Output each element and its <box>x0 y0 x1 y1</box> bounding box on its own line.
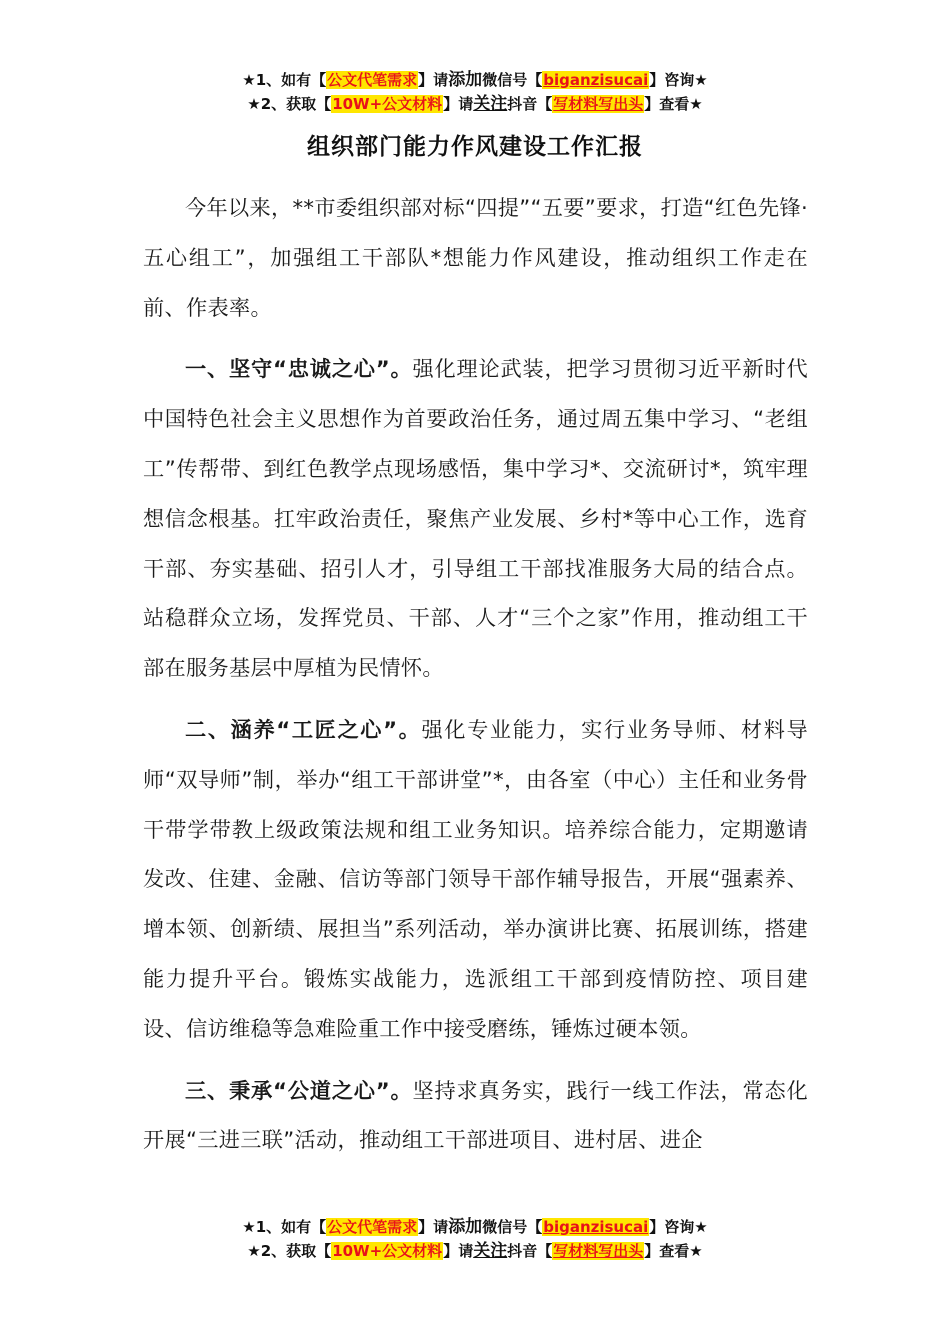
banner-text: 微信号【 <box>482 71 543 89</box>
banner-line-1 <box>0 1215 950 1239</box>
banner-wechat-id: biganzisucai <box>543 1218 649 1236</box>
banner-text: 】咨询★ <box>649 1218 708 1236</box>
document-title: 组织部门能力作风建设工作汇报 <box>307 134 643 160</box>
banner-highlight: 10W+公文材料 <box>332 95 443 113</box>
banner-text: ★1、如有【 <box>242 1218 327 1236</box>
banner-emphasis: 关注 <box>473 1241 508 1261</box>
section-body: 强化理论武装，把学习贯彻习近平新时代中国特色社会主义思想作为首要政治任务，通过周五集中学习、“老组工”传帮带、到红色教学点现场感悟，集中学习*、交流研讨*，筑牢理想信念根基。扛牢政治责任，聚焦产业发展、乡村*等中心工作，选育干部、夯实基础、招引人才，引导组工干部找准服务大局的结合点。站稳群众立场，发挥党员、干部、人才“三个之家”作用，推动组工干部在服务基层中厚植为民情怀。 <box>143 356 809 681</box>
banner-line-1 <box>0 68 950 92</box>
banner-text: 抖音【 <box>507 95 553 113</box>
banner-text: ★1、如有【 <box>242 71 327 89</box>
banner-wechat-id: biganzisucai <box>543 71 649 89</box>
banner-text: 】请 <box>443 95 474 113</box>
section-paragraph <box>143 344 808 693</box>
section-body: 强化专业能力，实行业务导师、材料导师“双导师”制，举办“组工干部讲堂”*，由各室（中心）主任和业务骨干带学带教上级政策法规和组工业务知识。培养综合能力，定期邀请发改、住建、金融、信访等部门领导干部作辅导报告，开展“强素养、增本领、创新绩、展担当”系列活动，举办演讲比赛、拓展训练，搭建能力提升平台。锻炼实战能力，选派组工干部到疫情防控、项目建设、信访维稳等急难险重工作中接受磨练，锤炼过硬本领。 <box>143 716 808 1041</box>
banner-text: 】请 <box>418 71 449 89</box>
section-paragraph <box>143 1066 808 1166</box>
banner-text: 】请 <box>443 1242 474 1260</box>
banner-emphasis: 关注 <box>473 94 508 114</box>
banner-emphasis: 添加 <box>448 1217 483 1237</box>
banner-emphasis: 添加 <box>448 70 483 90</box>
banner-text: 抖音【 <box>507 1242 553 1260</box>
section-heading: 一、坚守“忠诚之心”。 <box>185 356 413 382</box>
banner-highlight: 10W+公文材料 <box>332 1242 443 1260</box>
banner-text: ★2、获取【 <box>247 1242 332 1260</box>
banner-highlight: 公文代笔需求 <box>327 1218 418 1236</box>
banner-text: 】查看★ <box>644 95 703 113</box>
banner-text: 微信号【 <box>482 1218 543 1236</box>
banner-text: 】请 <box>418 1218 449 1236</box>
banner-douyin-id: 写材料写出头 <box>553 1242 644 1260</box>
footer-banner <box>0 1215 950 1263</box>
document-body <box>143 183 808 1165</box>
banner-line-2 <box>0 1239 950 1263</box>
section-heading: 二、涵养“工匠之心”。 <box>185 716 422 742</box>
section-body: 坚持求真务实，践行一线工作法，常态化开展“三进三联”活动，推动组工干部进项目、进村居、进企 <box>143 1077 809 1153</box>
banner-text: ★2、获取【 <box>247 95 332 113</box>
section-heading: 三、秉承“公道之心”。 <box>185 1077 413 1103</box>
intro-paragraph: 今年以来，**市委组织部对标“四提”“五要”要求，打造“红色先锋·五心组工”，加强组工干部队*想能力作风建设，推动组织工作走在前、作表率。 <box>143 195 808 320</box>
banner-line-2 <box>0 92 950 116</box>
banner-highlight: 公文代笔需求 <box>327 71 418 89</box>
header-banner <box>0 68 950 116</box>
banner-text: 】查看★ <box>644 1242 703 1260</box>
banner-text: 】咨询★ <box>649 71 708 89</box>
section-paragraph <box>143 705 808 1054</box>
banner-douyin-id: 写材料写出头 <box>553 95 644 113</box>
